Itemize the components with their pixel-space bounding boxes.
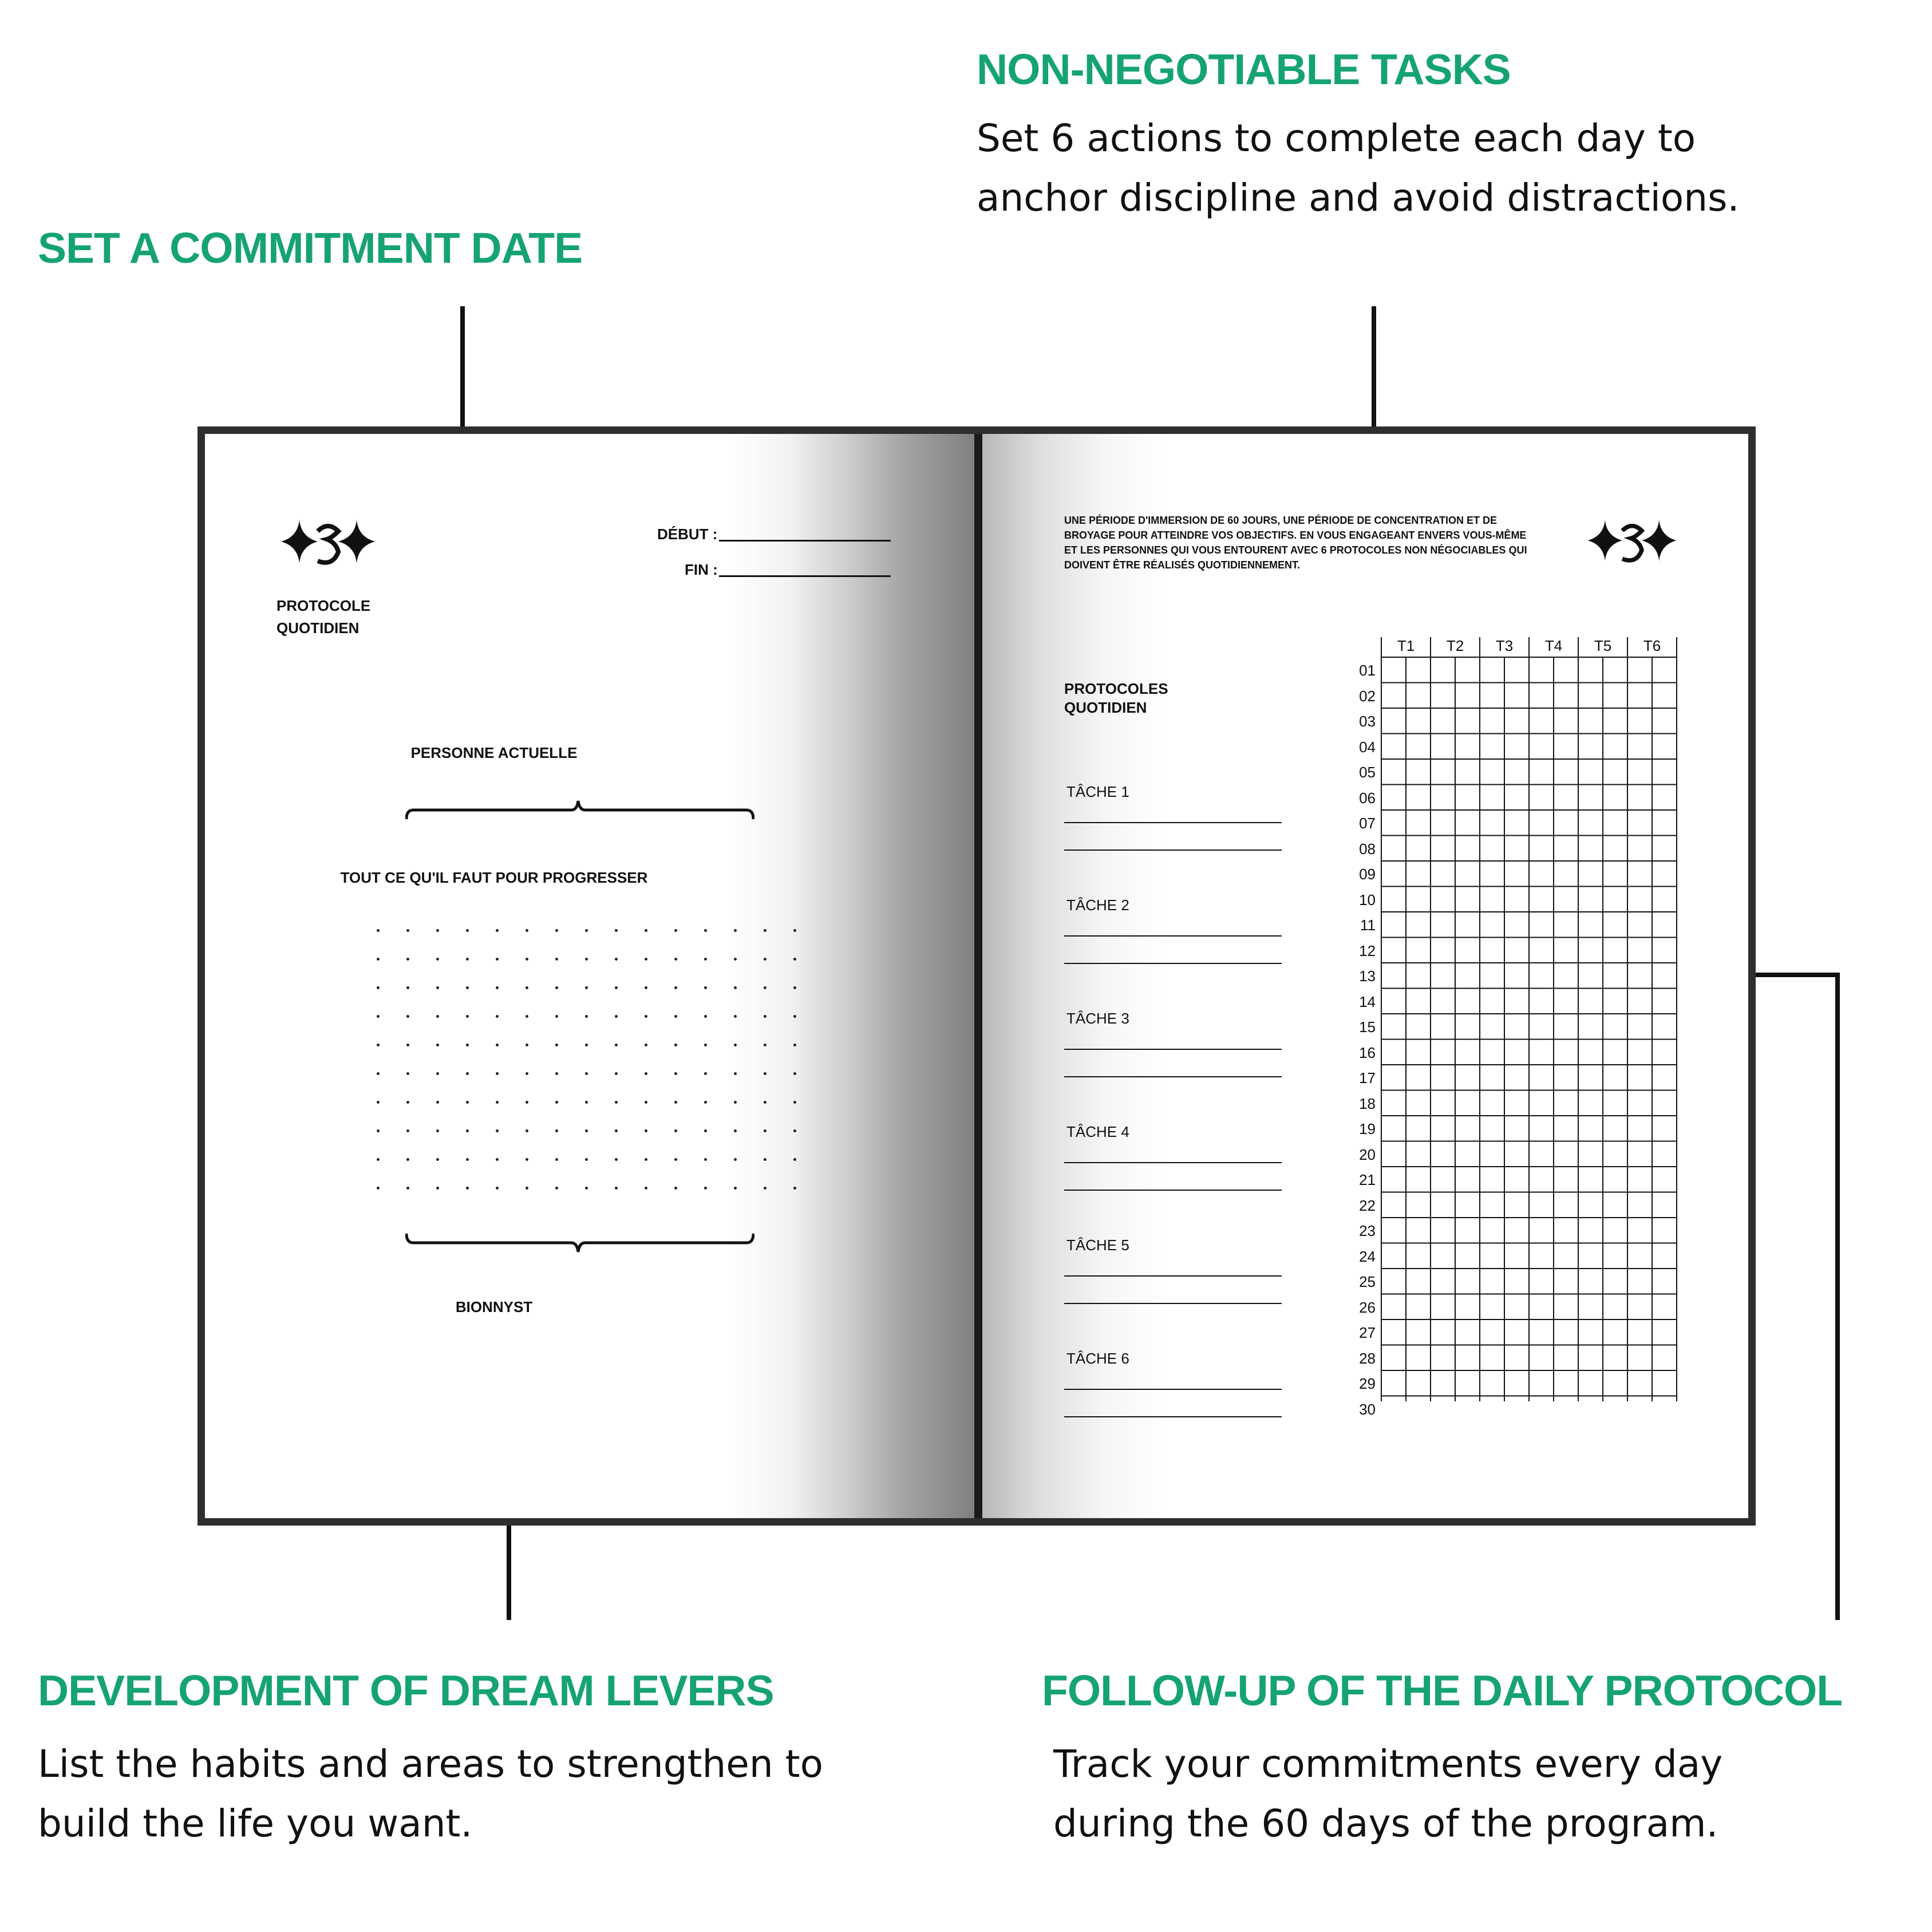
grid-row-number: 26 [1359,1298,1376,1316]
grid-dot [496,1101,499,1104]
grid-dot [585,1187,588,1190]
grid-dot [674,1129,677,1132]
grid-dot [615,1129,618,1132]
grid-dot [526,1072,528,1075]
grid-dot [674,1072,677,1075]
grid-dot [793,1072,796,1075]
grid-dot [615,929,618,932]
task-label: TÂCHE 1 [1066,783,1129,800]
grid-dot [406,958,409,961]
grid-dot [793,1015,796,1018]
levers-description-line2: build the life you want. [38,1801,473,1846]
task-input-line[interactable] [1064,1190,1282,1191]
grid-dot [377,929,380,932]
grid-dot [406,1129,409,1132]
grid-dot [615,1158,618,1161]
grid-dot [526,1015,528,1018]
grid-dot [496,1187,499,1190]
grid-dot [764,1044,767,1046]
task-input-line[interactable] [1064,850,1282,851]
grid-dot [496,958,499,961]
grid-dot [674,1015,677,1018]
grid-dot [645,1158,647,1161]
grid-row-number: 04 [1359,738,1376,756]
grid-dot [585,1044,588,1046]
top-brace-icon [405,797,754,820]
brand-logo-icon [1583,514,1681,569]
grid-dot [764,1158,767,1161]
grid-dot [674,958,677,961]
task-input-line[interactable] [1064,1076,1282,1077]
grid-dot [734,1044,737,1046]
grid-dot [377,1072,380,1075]
grid-dot [793,1187,796,1190]
grid-dot [436,1072,439,1075]
grid-row-number: 06 [1359,789,1376,807]
grid-dot [793,958,796,961]
grid-dot [496,1044,499,1046]
grid-dot [793,986,796,989]
grid-dot [377,1158,380,1161]
grid-dot [615,1015,618,1018]
grid-dot [645,1044,647,1046]
intro-line: DOIVENT ÊTRE RÉALISÉS QUOTIDIENNEMENT. [1064,559,1301,571]
grid-dot [526,1101,528,1104]
grid-dot [466,1187,469,1190]
grid-dot [704,1072,707,1075]
grid-row-number: 15 [1359,1018,1376,1036]
grid-dot [764,1129,767,1132]
grid-dot [496,986,499,989]
grid-dot [436,1101,439,1104]
grid-dot [526,1187,528,1190]
grid-dot [436,1187,439,1190]
grid-dot [615,986,618,989]
intro-paragraph [1064,513,1568,572]
grid-dot [466,1101,469,1104]
grid-dot [436,986,439,989]
grid-row-number: 17 [1359,1069,1376,1086]
grid-dot [764,1101,767,1104]
grid-dot [466,929,469,932]
grid-dot [555,929,558,932]
grid-column-header: T5 [1594,637,1612,654]
followup-title: FOLLOW-UP OF THE DAILY PROTOCOL [1042,1666,1843,1714]
intro-line: BROYAGE POUR ATTEINDRE VOS OBJECTIFS. EN VOUS ENGAGEANT ENVERS VOUS-MÊME [1064,530,1527,541]
grid-dot [377,1015,380,1018]
tasks-title: NON-NEGOTIABLE TASKS [977,45,1511,93]
grid-dot [704,986,707,989]
grid-dot [555,1158,558,1161]
task-input-line[interactable] [1064,1416,1282,1417]
grid-dot [793,1101,796,1104]
grid-dot [496,1158,499,1161]
dot-grid-writing-area[interactable] [365,923,800,1187]
grid-dot [555,1072,558,1075]
grid-dot [377,1129,380,1132]
grid-dot [466,1044,469,1046]
followup-description-line1: Track your commitments every day [1053,1742,1723,1786]
grid-dot [645,1187,647,1190]
grid-dot [674,1101,677,1104]
start-date-field[interactable] [719,540,891,542]
grid-dot [645,929,647,932]
grid-row-number: 24 [1359,1247,1376,1265]
grid-dot [734,958,737,961]
grid-dot [555,1015,558,1018]
grid-dot [466,1072,469,1075]
grid-dot [377,1187,380,1190]
levers-description-line1: List the habits and areas to strengthen to [38,1742,823,1786]
grid-dot [674,986,677,989]
grid-dot [555,1044,558,1046]
grid-row-number: 03 [1359,713,1376,730]
grid-row-number: 01 [1359,662,1376,679]
progress-label: TOUT CE QU'IL FAUT POUR PROGRESSER [340,869,648,886]
grid-row-number: 10 [1359,891,1376,908]
end-date-label: FIN : [685,561,718,578]
right-page [982,434,1748,1518]
grid-dot [466,1015,469,1018]
grid-dot [585,1129,588,1132]
followup-description-line2: during the 60 days of the program. [1053,1801,1718,1846]
grid-row-number: 11 [1360,916,1376,934]
commitment-date-title: SET A COMMITMENT DATE [38,224,583,272]
grid-dot [526,1158,528,1161]
grid-dot [734,1101,737,1104]
grid-dot [704,1187,707,1190]
grid-row-number: 07 [1359,815,1376,832]
grid-dot [496,1129,499,1132]
grid-dot [645,1015,647,1018]
grid-dot [793,1158,796,1161]
grid-row-number: 16 [1359,1044,1376,1061]
grid-dot [496,929,499,932]
followup-connector-vertical [1835,973,1840,1620]
grid-dot [674,1187,677,1190]
grid-dot [377,958,380,961]
grid-dot [764,958,767,961]
grid-dot [793,1044,796,1046]
grid-dot [615,1044,618,1046]
grid-dot [377,1101,380,1104]
grid-dot [406,1044,409,1046]
grid-dot [615,1187,618,1190]
grid-row-number: 28 [1359,1349,1376,1367]
grid-dot [406,1015,409,1018]
grid-dot [585,929,588,932]
grid-dot [436,1015,439,1018]
grid-dot [406,1101,409,1104]
grid-dot [764,1072,767,1075]
current-person-label: PERSONNE ACTUELLE [410,744,578,761]
grid-dot [466,986,469,989]
grid-column-header: T3 [1495,637,1514,654]
tasks-description-line1: Set 6 actions to complete each day to [977,116,1696,160]
open-notebook [197,426,1756,1526]
grid-dot [764,986,767,989]
task-input-line[interactable] [1064,1162,1282,1163]
grid-dot [704,1101,707,1104]
brand-line1: PROTOCOLE [276,597,371,614]
task-label: TÂCHE 2 [1066,896,1129,914]
grid-dot [734,1187,737,1190]
grid-row-number: 12 [1359,942,1376,959]
grid-dot [466,1129,469,1132]
grid-column-header: T2 [1446,637,1464,654]
grid-dot [377,986,380,989]
end-date-field[interactable] [719,575,891,577]
grid-dot [734,929,737,932]
notebook-spine [974,434,982,1518]
grid-row-number: 08 [1359,840,1376,858]
grid-dot [436,958,439,961]
grid-dot [466,958,469,961]
grid-column-header: T6 [1643,637,1661,654]
grid-dot [406,1158,409,1161]
grid-dot [496,1072,499,1075]
grid-row-number: 22 [1359,1196,1376,1214]
bionnyst-label: BIONNYST [455,1298,533,1315]
grid-dot [734,1129,737,1132]
grid-dot [555,1187,558,1190]
grid-row-number: 21 [1359,1171,1376,1188]
grid-dot [406,986,409,989]
left-page [205,434,974,1518]
grid-dot [704,929,707,932]
grid-dot [555,1101,558,1104]
grid-dot [526,986,528,989]
grid-row-number: 14 [1359,993,1376,1010]
brand-logo-icon [276,514,380,571]
grid-dot [734,1072,737,1075]
grid-row-number: 27 [1359,1324,1376,1341]
grid-dot [585,986,588,989]
grid-dot [526,929,528,932]
grid-dot [526,1044,528,1046]
section-title-line1: PROTOCOLES [1064,680,1168,697]
grid-dot [674,1044,677,1046]
grid-dot [704,1129,707,1132]
grid-dot [377,1044,380,1046]
bottom-brace-icon [405,1232,754,1255]
daily-tracker-grid[interactable] [1380,637,1678,1401]
grid-dot [704,1044,707,1046]
grid-dot [406,1187,409,1190]
grid-row-number: 25 [1359,1273,1376,1290]
task-input-line[interactable] [1064,822,1282,823]
grid-dot [764,1187,767,1190]
intro-line: UNE PÉRIODE D'IMMERSION DE 60 JOURS, UNE PÉRIODE DE CONCENTRATION ET DE [1064,515,1498,526]
grid-dot [734,1015,737,1018]
grid-row-number: 18 [1359,1095,1376,1112]
grid-dot [704,1015,707,1018]
task-input-line[interactable] [1064,963,1282,964]
task-input-line[interactable] [1064,1303,1282,1304]
grid-dot [764,1015,767,1018]
grid-dot [585,958,588,961]
grid-dot [436,1044,439,1046]
grid-row-number: 23 [1359,1222,1376,1239]
task-label: TÂCHE 4 [1066,1123,1129,1140]
grid-dot [645,958,647,961]
grid-dot [526,958,528,961]
grid-dot [615,1101,618,1104]
grid-row-number: 13 [1359,967,1376,985]
grid-row-number: 05 [1359,764,1376,781]
section-title-line2: QUOTIDIEN [1064,699,1147,716]
grid-dot [555,958,558,961]
task-input-line[interactable] [1064,1275,1282,1277]
grid-dot [734,1158,737,1161]
grid-dot [585,1072,588,1075]
grid-dot [585,1101,588,1104]
grid-dot [615,958,618,961]
grid-row-number: 19 [1359,1120,1376,1137]
task-label: TÂCHE 3 [1066,1010,1129,1027]
task-label: TÂCHE 5 [1066,1236,1129,1254]
grid-dot [793,1129,796,1132]
grid-dot [555,986,558,989]
levers-title: DEVELOPMENT OF DREAM LEVERS [38,1666,774,1714]
grid-column-header: T1 [1397,637,1415,654]
grid-row-number: 20 [1359,1145,1376,1163]
grid-dot [436,929,439,932]
tasks-description-line2: anchor discipline and avoid distractions. [977,176,1740,220]
task-input-line[interactable] [1064,1049,1282,1050]
grid-dot [764,929,767,932]
grid-dot [436,1158,439,1161]
grid-dot [704,958,707,961]
grid-dot [585,1015,588,1018]
grid-column-header: T4 [1544,637,1563,654]
grid-dot [406,1072,409,1075]
grid-dot [645,986,647,989]
task-input-line[interactable] [1064,935,1282,937]
grid-row-number: 30 [1359,1400,1376,1418]
grid-dot [615,1072,618,1075]
grid-dot [674,1158,677,1161]
grid-dot [704,1158,707,1161]
task-label: TÂCHE 6 [1066,1350,1129,1367]
intro-line: ET LES PERSONNES QUI VOUS ENTOURENT AVEC 6 PROTOCOLES NON NÉGOCIABLES QUI [1064,544,1527,556]
grid-dot [734,986,737,989]
grid-dot [496,1015,499,1018]
grid-dot [645,1101,647,1104]
grid-dot [585,1158,588,1161]
grid-dot [793,929,796,932]
start-date-label: DÉBUT : [657,526,718,543]
grid-dot [436,1129,439,1132]
brand-line2: QUOTIDIEN [276,619,359,637]
grid-row-number: 02 [1359,687,1376,705]
grid-dot [645,1072,647,1075]
task-input-line[interactable] [1064,1389,1282,1390]
grid-dot [674,929,677,932]
grid-dot [526,1129,528,1132]
grid-dot [406,929,409,932]
grid-dot [466,1158,469,1161]
grid-row-number: 29 [1359,1375,1376,1392]
grid-row-number: 09 [1359,866,1376,883]
grid-dot [555,1129,558,1132]
grid-dot [645,1129,647,1132]
